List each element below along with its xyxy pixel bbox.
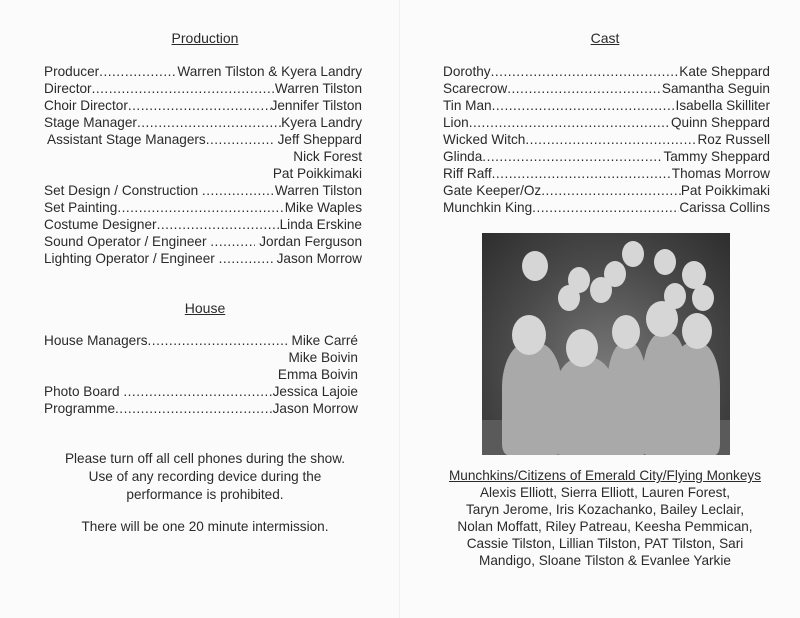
- cast-row: [443, 131, 770, 148]
- cast-row: [443, 165, 770, 182]
- photo-face: [692, 285, 714, 311]
- credit-row: [44, 114, 362, 131]
- role: Programme: [44, 401, 116, 416]
- role: Lighting Operator / Engineer: [44, 251, 219, 266]
- role: Set Painting: [44, 200, 118, 215]
- photo-figure: [607, 343, 647, 455]
- photo-figure: [502, 343, 562, 455]
- person-name: Warren Tilston & Kyera Landry: [177, 64, 362, 79]
- production-list: [44, 63, 362, 267]
- leader-dots: [117, 199, 284, 216]
- credit-row: [44, 80, 362, 97]
- notice-line: performance is prohibited.: [126, 487, 284, 502]
- credit-row: [44, 250, 362, 267]
- house-heading: House: [184, 300, 226, 316]
- photo-face: [566, 329, 598, 367]
- role: Scarecrow: [443, 81, 508, 96]
- role: Producer: [44, 64, 100, 79]
- role: Choir Director: [44, 98, 128, 113]
- notice-line: Please turn off all cell phones during the show.: [64, 451, 346, 466]
- leader-dots: [492, 97, 676, 114]
- photo-face: [558, 285, 580, 311]
- role: Tin Man: [443, 98, 492, 113]
- leader-dots: [491, 63, 680, 80]
- role: Munchkin King: [443, 200, 533, 215]
- cast-row: [443, 80, 770, 97]
- leader-dots: [469, 114, 671, 131]
- role: Sound Operator / Engineer: [44, 234, 211, 249]
- leader-dots: [507, 80, 662, 97]
- role: Set Design / Construction: [44, 183, 202, 198]
- person-name: Carissa Collins: [679, 200, 770, 215]
- cast-group-photo: [482, 233, 730, 455]
- person-name: Roz Russell: [697, 132, 770, 147]
- person-name: Jason Morrow: [272, 401, 358, 416]
- cast-list: [443, 63, 770, 216]
- credit-row: [44, 199, 362, 216]
- ensemble-names-line: Nolan Moffatt, Riley Patreau, Keesha Pemmican,: [457, 519, 753, 534]
- ensemble-credits: [430, 467, 780, 569]
- photo-face: [612, 315, 640, 349]
- leader-dots: [525, 131, 697, 148]
- person-name: Warren Tilston: [274, 81, 362, 96]
- ensemble-names-line: Cassie Tilston, Lillian Tilston, PAT Tilston, Sari: [466, 536, 744, 551]
- cast-row: [443, 63, 770, 80]
- person-name: Kyera Landry: [281, 115, 362, 130]
- credit-row: [44, 165, 362, 182]
- phone-notice: [40, 450, 370, 504]
- credit-row: [44, 63, 362, 80]
- credit-row: [44, 332, 358, 349]
- person-name: Jennifer Tilston: [270, 98, 362, 113]
- credit-row: [44, 97, 362, 114]
- credit-row: [44, 131, 362, 148]
- role: Riff Raff: [443, 166, 492, 181]
- leader-dots: [123, 383, 272, 400]
- cast-row: [443, 114, 770, 131]
- leader-dots: [157, 216, 280, 233]
- person-name: Quinn Sheppard: [670, 115, 770, 130]
- credit-row: [44, 182, 362, 199]
- person-name: Jessica Lajoie: [272, 384, 358, 399]
- person-name: Linda Erskine: [279, 217, 362, 232]
- person-name: Jason Morrow: [272, 251, 362, 266]
- leader-dots: [492, 165, 672, 182]
- leader-dots: [206, 131, 274, 148]
- leader-dots: [92, 80, 275, 97]
- credit-row: [44, 148, 362, 165]
- leader-dots: [541, 182, 681, 199]
- photo-face: [590, 277, 612, 303]
- role: Wicked Witch: [443, 132, 526, 147]
- person-name: Pat Poikkimaki: [272, 166, 362, 181]
- leader-dots: [202, 182, 275, 199]
- credit-row: [44, 216, 362, 233]
- person-name: Jordan Ferguson: [255, 234, 362, 249]
- house-list: [44, 332, 358, 417]
- person-name: Jeff Sheppard: [273, 132, 362, 147]
- ensemble-names-line: Mandigo, Sloane Tilston & Evanlee Yarkie: [479, 553, 731, 568]
- role: Costume Designer: [44, 217, 157, 232]
- cast-heading: Cast: [590, 30, 620, 46]
- photo-face: [654, 249, 676, 275]
- photo-face: [622, 241, 644, 267]
- cast-row: [443, 148, 770, 165]
- leader-dots: [137, 114, 281, 131]
- leader-dots: [115, 400, 273, 417]
- person-name: Nick Forest: [293, 149, 362, 164]
- role: Lion: [443, 115, 469, 130]
- person-name: Mike Carré: [287, 333, 358, 348]
- production-heading: Production: [171, 30, 239, 46]
- cast-row: [443, 182, 770, 199]
- person-name: Mike Boivin: [288, 350, 358, 365]
- person-name: Samantha Seguin: [661, 81, 770, 96]
- person-name: Emma Boivin: [277, 367, 358, 382]
- cast-row: [443, 97, 770, 114]
- leader-dots: [99, 63, 177, 80]
- person-name: Kate Sheppard: [679, 64, 770, 79]
- role: Photo Board: [44, 384, 124, 399]
- role: Assistant Stage Managers: [44, 132, 206, 147]
- photo-face: [512, 315, 546, 355]
- leader-dots: [219, 250, 273, 267]
- leader-dots: [128, 97, 271, 114]
- role: Director: [44, 81, 92, 96]
- role: Stage Manager: [44, 115, 137, 130]
- credit-row: [44, 233, 362, 250]
- credit-row: [44, 383, 358, 400]
- credit-row: [44, 349, 358, 366]
- credit-row: [44, 366, 358, 383]
- role: House Managers: [44, 333, 148, 348]
- leader-dots: [482, 148, 663, 165]
- credit-row: [44, 400, 358, 417]
- leader-dots: [148, 332, 288, 349]
- leader-dots: [532, 199, 679, 216]
- ensemble-title: Munchkins/Citizens of Emerald City/Flying Monkeys: [448, 468, 761, 483]
- person-name: Mike Waples: [284, 200, 362, 215]
- role: Gate Keeper/Oz: [443, 183, 542, 198]
- person-name: Tammy Sheppard: [663, 149, 770, 164]
- ensemble-names-line: Alexis Elliott, Sierra Elliott, Lauren Forest,: [479, 485, 731, 500]
- person-name: Pat Poikkimaki: [680, 183, 770, 198]
- photo-face: [682, 313, 712, 349]
- notice-line: Use of any recording device during the: [88, 469, 322, 484]
- person-name: Warren Tilston: [274, 183, 362, 198]
- person-name: Thomas Morrow: [671, 166, 770, 181]
- person-name: Isabella Skilliter: [675, 98, 770, 113]
- photo-figure: [670, 343, 720, 455]
- intermission-notice: There will be one 20 minute intermission.: [81, 519, 329, 534]
- photo-face: [664, 283, 686, 309]
- role: Dorothy: [443, 64, 491, 79]
- ensemble-names-line: Taryn Jerome, Iris Kozachanko, Bailey Leclair,: [465, 502, 745, 517]
- photo-face: [522, 251, 548, 281]
- role: Glinda: [443, 149, 483, 164]
- leader-dots: [210, 233, 255, 250]
- cast-row: [443, 199, 770, 216]
